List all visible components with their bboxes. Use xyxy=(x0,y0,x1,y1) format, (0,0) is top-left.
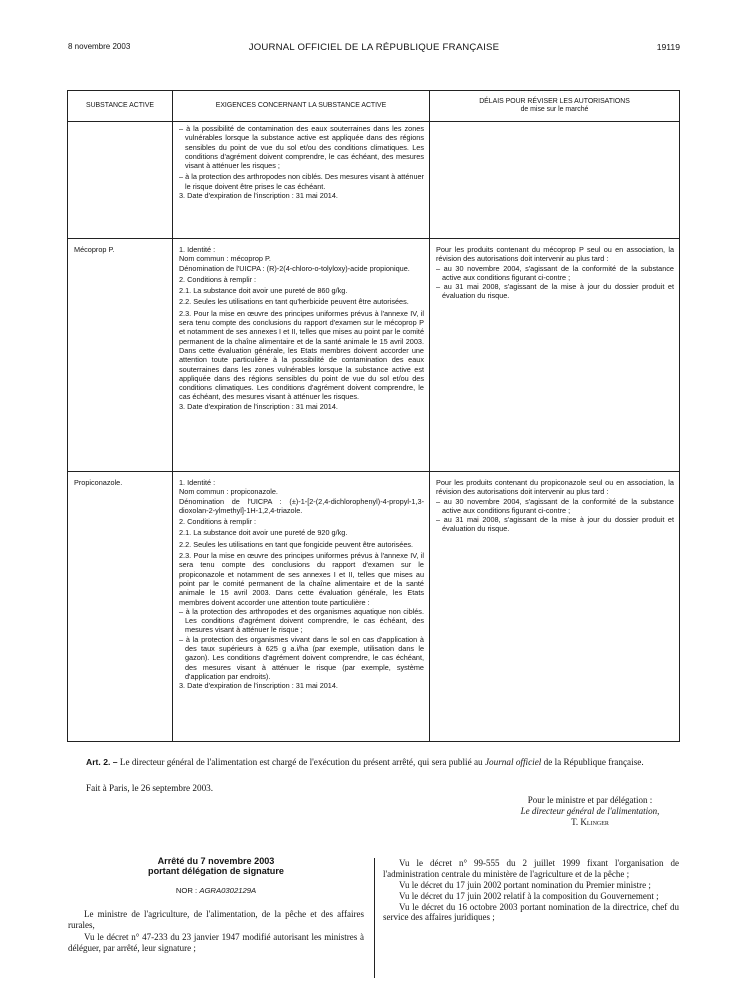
requirement-line: 2. Conditions à remplir : xyxy=(179,517,257,527)
requirement-line: 2.3. Pour la mise en œuvre des principes uniformes prévus à l'annexe IV, il sera tenu compte des conclusions du rapport d'examen sur le mécoprop P et notamment de ses annexes I et II, telles que mises au point par le comité permanent de la chaîne alimentaire et de la santé animale le 15 avril 2003. Dans cette évaluation générale, les Etats membres doivent accorder une attention toute particulière à la possibilité de contamination des eaux souterraines dans les zones vulnérables lorsque la substance active est appliquée dans des régions sensibles du point de vue du sol et/ou des conditions climatiques. Les conditions d'agrément doivent comprendre, le cas échéant, des mesures visant à atténuer les risques. xyxy=(179,308,424,402)
substances-table xyxy=(67,90,680,742)
header-deadlines xyxy=(430,91,680,122)
requirement-line: 3. Date d'expiration de l'inscription : 31 mai 2014. xyxy=(179,191,338,201)
requirement-line: – à la possibilité de contamination des eaux souterraines dans les zones vulnérables lorsque la substance active est appliquée dans des régions sensibles du point de vue du sol et/ou des conditions climatiques. Les conditions d'agrément doivent comprendre, le cas échéant, des mesures visant à atténuer les risques ; xyxy=(179,124,424,171)
requirement-line: 3. Date d'expiration de l'inscription : 31 mai 2014. xyxy=(179,681,338,691)
requirements-cell xyxy=(173,472,430,742)
paragraph: Vu le décret du 16 octobre 2003 portant nomination de la directrice, chef du service des affaires juridiques ; xyxy=(383,901,679,923)
table-row xyxy=(68,122,680,239)
substance-cell: Propiconazole. xyxy=(68,472,173,742)
signing-place-date: Fait à Paris, le 26 septembre 2003. xyxy=(86,783,214,793)
paragraph: Vu le décret du 17 juin 2002 relatif à la composition du Gouvernement ; xyxy=(399,890,659,901)
table-row xyxy=(68,472,680,742)
signatory-name: T. Klinger xyxy=(571,817,609,827)
requirement-line: 1. Identité : xyxy=(179,245,216,254)
deadline-line: – au 31 mai 2008, s'agissant de la mise à jour du dossier produit et évaluation du risque. xyxy=(436,282,674,301)
arrete-title-line1: Arrêté du 7 novembre 2003 xyxy=(157,856,275,866)
requirement-line: Nom commun : mécoprop P. xyxy=(179,254,271,264)
article-2 xyxy=(68,757,680,768)
deadline-line: – au 30 novembre 2004, s'agissant de la conformité de la substance active aux conditions figurant ci-contre ; xyxy=(436,496,674,515)
deadline-line: Pour les produits contenant du propiconazole seul ou en association, la révision des autorisations doit intervenir au plus tard : xyxy=(436,478,674,497)
requirement-line: Dénomination de l'UICPA : (±)-1-[2-(2,4-dichlorophenyl)-4-propyl-1,3-dioxolan-2-ylmethyl]-1H-1,2,4-triazole. xyxy=(179,496,424,515)
requirement-line: – à la protection des organismes vivant dans le sol en cas d'application à des taux supérieurs à 625 g a.i/ha (par exemple, utilisation dans le gazon). Les conditions d'agrément doivent comprendre, le cas échéant, des mesures visant à atténuer le risque (par exemple, système d'application par endroits). xyxy=(179,634,424,681)
nor-label: NOR : xyxy=(175,886,200,895)
requirement-line: 2.2. Seules les utilisations en tant que fongicide peuvent être autorisées. xyxy=(179,539,414,549)
arrete-title xyxy=(68,856,364,876)
deadline-line: Pour les produits contenant du mécoprop P seul ou en association, la révision des autorisations doit intervenir au plus tard : xyxy=(436,245,674,264)
requirement-line: 2. Conditions à remplir : xyxy=(179,274,257,284)
signature-line2: Le directeur général de l'alimentation, xyxy=(520,806,660,816)
arrete-right-column xyxy=(383,858,679,924)
requirement-line: 2.3. Pour la mise en œuvre des principes uniformes prévus à l'annexe IV, il sera tenu compte des conclusions du rapport d'examen sur le propiconazole et notamment de ses annexes I et II, telles que mises au point par le comité permanent de la chaîne alimentaire et de la santé animale le 15 avril 2003. Dans cette évaluation générale, les Etats membres doivent accorder une attention toute particulière : xyxy=(179,551,424,607)
requirement-line: 2.1. La substance doit avoir une pureté de 920 g/kg. xyxy=(179,528,348,538)
requirement-line: 1. Identité : xyxy=(179,478,216,487)
deadline-line: – au 31 mai 2008, s'agissant de la mise à jour du dossier produit et évaluation du risque. xyxy=(436,515,674,534)
header-requirements: EXIGENCES CONCERNANT LA SUBSTANCE ACTIVE xyxy=(173,91,430,122)
requirement-line: Nom commun : propiconazole. xyxy=(179,487,278,497)
requirement-line: – à la protection des arthropodes et des organismes aquatique non ciblés. Les conditions d'agrément doivent comprendre, le cas échéant, des mesures visant à atténuer le risque ; xyxy=(179,606,424,635)
deadlines-cell xyxy=(430,472,680,742)
header-date: 8 novembre 2003 xyxy=(68,42,131,51)
signature-line1: Pour le ministre et par délégation : xyxy=(527,795,653,805)
deadline-line: – au 30 novembre 2004, s'agissant de la conformité de la substance active aux conditions figurant ci-contre ; xyxy=(436,263,674,282)
requirements-cell xyxy=(173,239,430,472)
journal-reference: Journal officiel xyxy=(484,757,542,767)
requirements-cell xyxy=(173,122,430,239)
article-2-label: Art. 2. – xyxy=(86,757,118,767)
arrete-left-column xyxy=(68,909,364,955)
deadlines-cell xyxy=(430,122,680,239)
requirement-line: 2.2. Seules les utilisations en tant qu'herbicide peuvent être autorisées. xyxy=(179,297,409,307)
substance-cell xyxy=(68,122,173,239)
paragraph: Vu le décret n° 99-555 du 2 juillet 1999 fixant l'organisation de l'administration centrale du ministère de l'agriculture et de la pêche ; xyxy=(383,858,679,879)
paragraph: Le ministre de l'agriculture, de l'alimentation, de la pêche et des affaires rurales, xyxy=(68,909,364,930)
requirement-line: – à la protection des arthropodes non ciblés. Des mesures visant à atténuer le risque doivent être prises le cas échéant. xyxy=(179,172,424,191)
arrete-title-line2: portant délégation de signature xyxy=(148,866,284,876)
signature-block xyxy=(480,795,700,828)
requirement-line: 3. Date d'expiration de l'inscription : 31 mai 2014. xyxy=(179,401,338,411)
nor-reference xyxy=(68,886,364,895)
column-divider xyxy=(374,858,375,978)
paragraph: Vu le décret du 17 juin 2002 portant nomination du Premier ministre ; xyxy=(399,879,651,890)
nor-code: AGRA0302129A xyxy=(199,886,257,895)
header-substance: SUBSTANCE ACTIVE xyxy=(68,91,173,122)
deadlines-cell xyxy=(430,239,680,472)
table-header-row xyxy=(68,91,680,122)
requirement-line: Dénomination de l'UICPA : (R)-2(4-chloro-o-tolyloxy)-acide propionique. xyxy=(179,263,410,273)
article-2-text-end: de la République française. xyxy=(541,757,644,767)
header-deadlines-line1: DÉLAIS POUR RÉVISER LES AUTORISATIONS xyxy=(479,98,630,105)
article-2-text: Le directeur général de l'alimentation est chargé de l'exécution du présent arrêté, qui sera publié au xyxy=(117,757,485,767)
page-number: 19119 xyxy=(656,42,680,52)
header-deadlines-line2: de mise sur le marché xyxy=(520,106,589,113)
table-row xyxy=(68,239,680,472)
substance-cell: Mécoprop P. xyxy=(68,239,173,472)
journal-title: JOURNAL OFFICIEL DE LA RÉPUBLIQUE FRANÇAISE xyxy=(248,42,500,53)
paragraph: Vu le décret n° 47-233 du 23 janvier 1947 modifié autorisant les ministres à déléguer, par arrêté, leur signature ; xyxy=(68,932,364,953)
page-header xyxy=(68,42,680,56)
requirement-line: 2.1. La substance doit avoir une pureté de 860 g/kg. xyxy=(179,286,348,296)
